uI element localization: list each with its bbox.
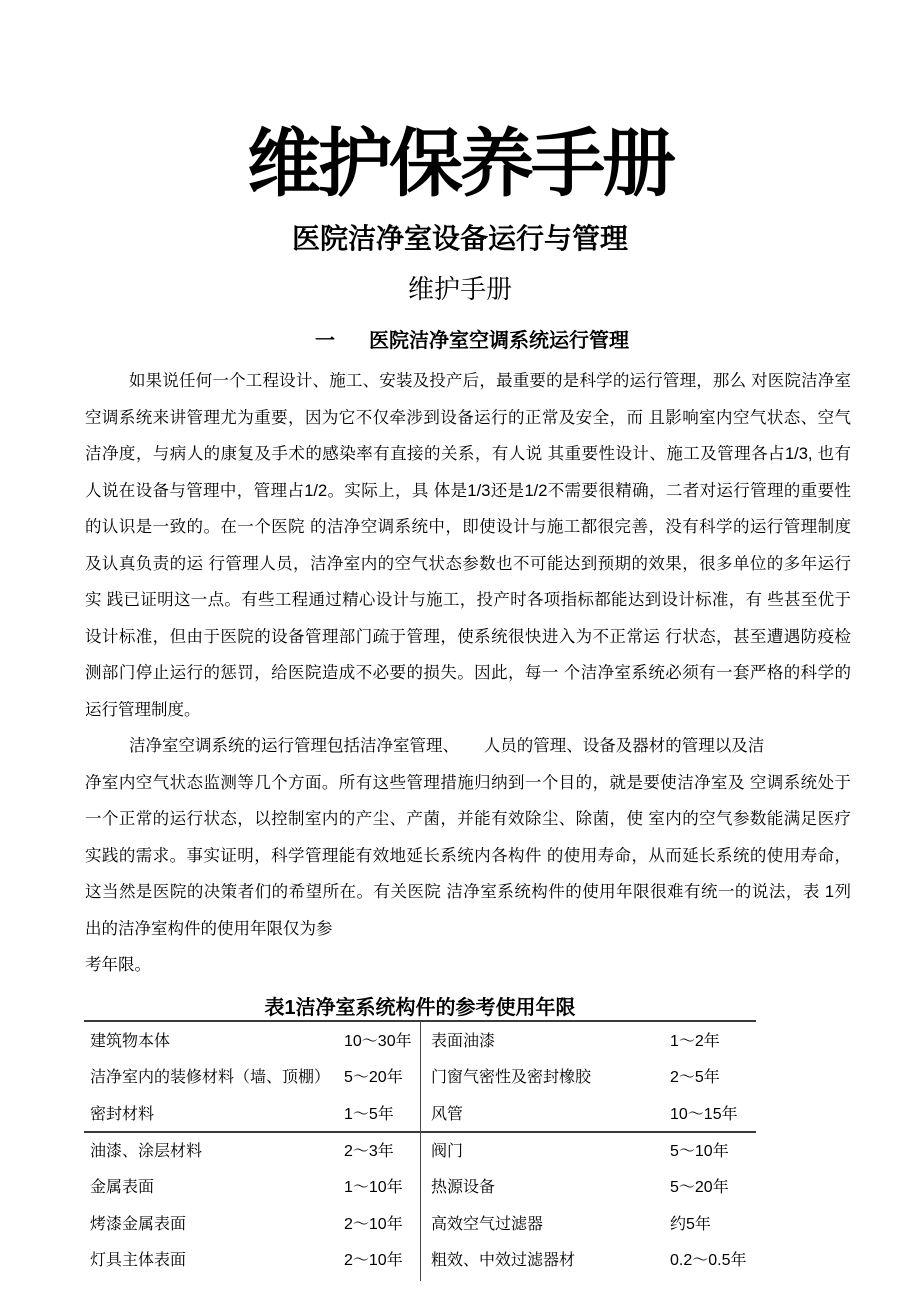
service-life: 5～20年 [344, 1069, 403, 1086]
service-life: 约5年 [670, 1216, 711, 1233]
body-line: 这当然是医院的决策者们的希望所在。有关医院 洁净室系统构件的使用年限很难有统一的说法，表 1列 [85, 883, 851, 901]
table-row [0, 1134, 920, 1170]
service-life: 0.2～0.5年 [670, 1252, 747, 1269]
service-life: 2～5年 [670, 1069, 720, 1086]
body-line: 人说在设备与管理中，管理占1/2。实际上，具 体是1/3还是1/2不需要很精确，二者对运行管理的重要性 [85, 481, 851, 500]
component-name: 门窗气密性及密封橡胶 [431, 1069, 592, 1086]
document-title: 维护保养手册 [247, 122, 673, 205]
component-name: 洁净室内的装修材料（墙、顶棚） [90, 1069, 331, 1086]
table-row [0, 1243, 920, 1279]
body-line: 空调系统来讲管理尤为重要，因为它不仅牵涉到设备运行的正常及安全，而 且影响室内空气状态、空气 [85, 408, 851, 427]
component-name: 油漆、涂层材料 [90, 1143, 203, 1160]
body-line: 洁净度，与病人的康复及手术的感染率有直接的关系，有人说 其重要性设计、施工及管理各占1/3, 也有 [85, 445, 851, 463]
component-name: 灯具主体表面 [90, 1252, 187, 1269]
body-line: 净室内空气状态监测等几个方面。所有这些管理措施归纳到一个目的，就是要使洁净室及 空调系统处于 [85, 773, 851, 792]
table-row [0, 1024, 920, 1060]
service-life: 5～10年 [670, 1143, 729, 1160]
component-name: 建筑物本体 [90, 1033, 171, 1050]
service-life: 10～30年 [344, 1033, 412, 1050]
component-name: 烤漆金属表面 [90, 1216, 187, 1233]
body-line: 的认识是一致的。在一个医院 的洁净空调系统中，即使设计与施工都很完善，没有科学的运行管理制度 [85, 518, 851, 536]
section-heading [315, 329, 629, 353]
table-row [0, 1060, 920, 1096]
body-text [85, 363, 851, 984]
service-life: 1～2年 [670, 1033, 720, 1050]
service-life: 10～15年 [670, 1106, 738, 1123]
section-number: 一 [315, 330, 335, 352]
body-line: 考年限。 [85, 956, 151, 974]
component-name: 风管 [431, 1106, 464, 1123]
document-subtitle: 医院洁净室设备运行与管理 [291, 223, 628, 254]
document-subtitle-secondary: 维护手册 [407, 274, 512, 304]
component-name: 表面油漆 [431, 1033, 496, 1050]
table-row [0, 1207, 920, 1243]
component-name: 高效空气过滤器 [431, 1216, 544, 1233]
component-name: 热源设备 [431, 1179, 496, 1196]
service-life: 1～10年 [344, 1179, 403, 1196]
body-line: 实 践已证明这一点。有些工程通过精心设计与施工，投产时各项指标都能达到设计标准，有 些甚至优于 [85, 591, 851, 609]
service-life: 1～5年 [344, 1106, 394, 1123]
section-heading-text: 医院洁净室空调系统运行管理 [369, 330, 629, 352]
service-life: 5～20年 [670, 1179, 729, 1196]
body-line: 洁净室空调系统的运行管理包括洁净室管理、 人员的管理、设备及器材的管理以及洁 [129, 737, 765, 755]
body-line: 及认真负责的运 行管理人员，洁净室内的空气状态参数也不可能达到预期的效果，很多单位的多年运行 [85, 554, 851, 573]
component-name: 金属表面 [90, 1179, 155, 1196]
table-title: 表1洁净室系统构件的参考使用年限 [264, 997, 576, 1019]
service-life: 2～3年 [344, 1143, 394, 1160]
body-line: 实践的需求。事实证明，科学管理能有效地延长系统内各构件 的使用寿命，从而延长系统的使用寿命， [85, 846, 851, 865]
body-line: 一个正常的运行状态，以控制室内的产尘、产菌，并能有效除尘、除菌，使 室内的空气参数能满足医疗 [85, 810, 851, 828]
body-line: 如果说任何一个工程设计、施工、安装及投产后，最重要的是科学的运行管理，那么 对医院洁净室 [129, 372, 851, 390]
service-life: 2～10年 [344, 1252, 403, 1269]
body-line: 运行管理制度。 [85, 700, 201, 719]
body-line: 设计标准，但由于医院的设备管理部门疏于管理，使系统很快进入为不正常运 行状态，甚至遭遇防疫检 [85, 627, 851, 646]
table-row [0, 1097, 920, 1133]
component-name: 密封材料 [90, 1106, 155, 1123]
component-name: 阀门 [431, 1143, 464, 1160]
table-row [0, 1170, 920, 1206]
body-line: 出的洁净室构件的使用年限仅为参 [85, 919, 333, 938]
body-line: 测部门停止运行的惩罚，给医院造成不必要的损失。因此，每一 个洁净室系统必须有一套严格的科学的 [85, 664, 851, 682]
component-name: 粗效、中效过滤器材 [431, 1252, 576, 1269]
service-life: 2～10年 [344, 1216, 403, 1233]
